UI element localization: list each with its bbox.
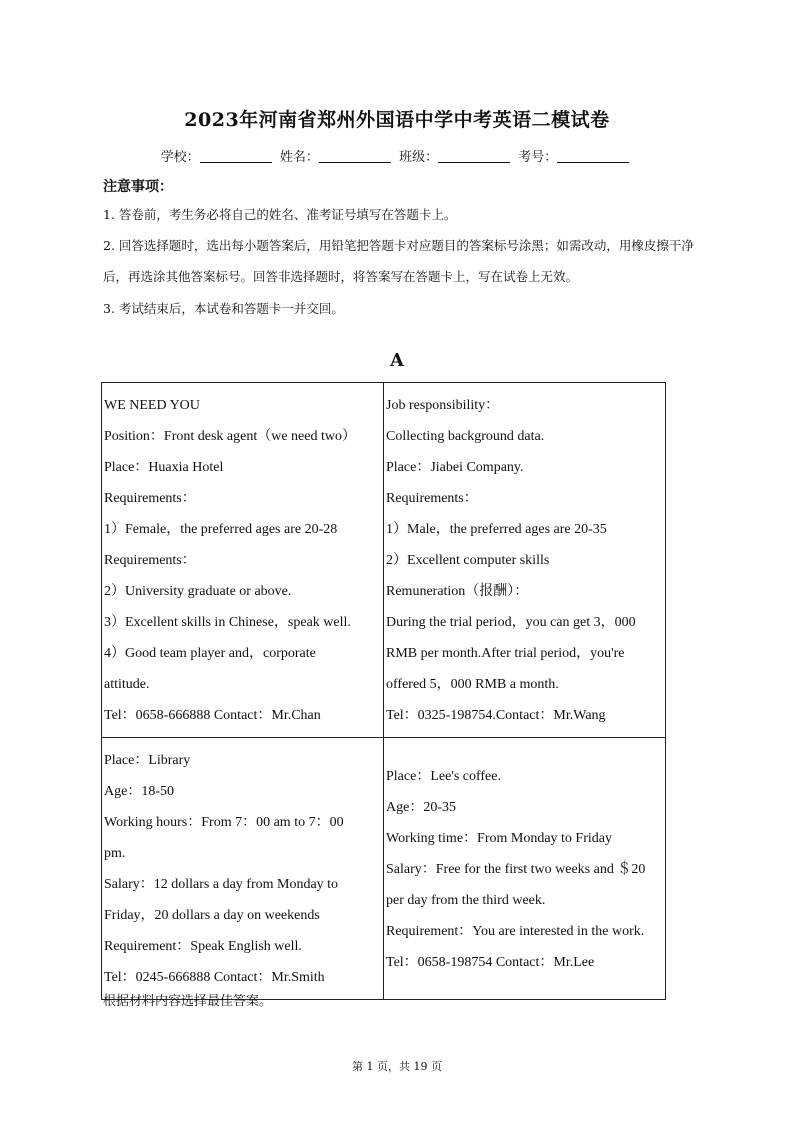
notice-title: 注意事项： xyxy=(103,179,173,195)
cell-line: 1）Male，the preferred ages are 20-35 xyxy=(386,522,607,537)
cell-line: Tel：0658-666888 Contact：Mr.Chan xyxy=(104,708,321,723)
cell-line: Age：20-35 xyxy=(386,799,456,815)
cell-line: Requirements： xyxy=(386,491,478,506)
cell-line: offered 5，000 RMB a month. xyxy=(386,677,559,692)
name-blank xyxy=(319,149,391,163)
student-info-line xyxy=(0,146,794,165)
cell-line: Place：Jiabei Company. xyxy=(386,460,524,475)
cell-line: Position：Front desk agent（we need two） xyxy=(104,429,356,444)
cell-line: Salary：Free for the first two weeks and ＄20 xyxy=(386,861,646,877)
class-blank xyxy=(438,149,510,163)
page-title: 2023年河南省郑州外国语中学中考英语二模试卷 xyxy=(184,109,610,131)
cell-line: WE NEED YOU xyxy=(104,398,200,413)
cell-line: Requirement：Speak English well. xyxy=(104,939,302,954)
cell-line: Age：18-50 xyxy=(104,784,174,799)
cell-line: Place：Library xyxy=(104,753,191,768)
school-blank xyxy=(200,149,272,163)
cell-line: Tel：0325-198754.Contact：Mr.Wang xyxy=(386,708,606,723)
cell-line: Requirements： xyxy=(104,553,196,568)
cell-line: Working time：From Monday to Friday xyxy=(386,830,612,846)
cell-line: Collecting background data. xyxy=(386,429,545,444)
cell-line: During the trial period，you can get 3，000 xyxy=(386,615,636,630)
page-number: 第 1 页，共 19 页 xyxy=(352,1060,442,1073)
cell-line: RMB per month.After trial period，you're xyxy=(386,646,625,661)
cell-line: attitude. xyxy=(104,677,150,692)
cell-line: Place：Lee's coffee. xyxy=(386,768,501,784)
exam-number-blank xyxy=(557,149,629,163)
cell-line: 2）Excellent computer skills xyxy=(386,553,550,568)
ad-coffee-cell xyxy=(384,738,666,1000)
class-label: 班级： xyxy=(399,150,439,165)
cell-line: Tel：0658-198754 Contact：Mr.Lee xyxy=(386,954,595,970)
cell-line: Requirements： xyxy=(104,491,196,506)
cell-line: 1）Female，the preferred ages are 20-28 xyxy=(104,522,338,537)
school-label: 学校： xyxy=(160,150,200,165)
cell-line: Remuneration（报酬）： xyxy=(386,584,529,599)
cell-line: 4）Good team player and，corporate xyxy=(104,646,316,661)
section-label: A xyxy=(390,350,404,371)
cell-line: 2）University graduate or above. xyxy=(104,584,292,599)
cell-line: Place：Huaxia Hotel xyxy=(104,460,224,475)
ad-hotel-cell xyxy=(102,383,384,738)
cell-line: 3）Excellent skills in Chinese，speak well. xyxy=(104,615,351,630)
cell-line: Requirement：You are interested in the work. xyxy=(386,923,645,939)
table-row xyxy=(102,383,666,738)
job-ads-table xyxy=(101,382,666,1000)
cell-line: Working hours：From 7：00 am to 7：00 xyxy=(104,815,344,830)
cell-line: Friday，20 dollars a day on weekends xyxy=(104,908,320,923)
notice-item-3: 3. 考试结束后，本试卷和答题卡一并交回。 xyxy=(103,301,344,316)
exam-number-label: 考号： xyxy=(518,150,558,165)
cell-line: Job responsibility： xyxy=(386,398,500,413)
notice-item-1: 1. 答卷前，考生务必将自己的姓名、准考证号填写在答题卡上。 xyxy=(103,207,457,222)
cell-line: per day from the third week. xyxy=(386,892,546,908)
cell-line: pm. xyxy=(104,846,126,861)
cell-line: Tel：0245-666888 Contact：Mr.Smith xyxy=(104,970,325,985)
name-label: 姓名： xyxy=(279,150,319,165)
notice-item-2: 2. 回答选择题时，选出每小题答案后，用铅笔把答题卡对应题目的答案标号涂黑；如需改动，用橡皮擦干净后，再选涂其他答案标号。回答非选择题时，将答案写在答题卡上，写在试卷上无效。 xyxy=(103,238,694,284)
ad-company-cell xyxy=(384,383,666,738)
ad-library-cell xyxy=(102,738,384,1000)
table-row xyxy=(102,738,666,1000)
cell-line: Salary：12 dollars a day from Monday to xyxy=(104,877,339,892)
question-prompt: 根据材料内容选择最佳答案。 xyxy=(103,994,273,1009)
